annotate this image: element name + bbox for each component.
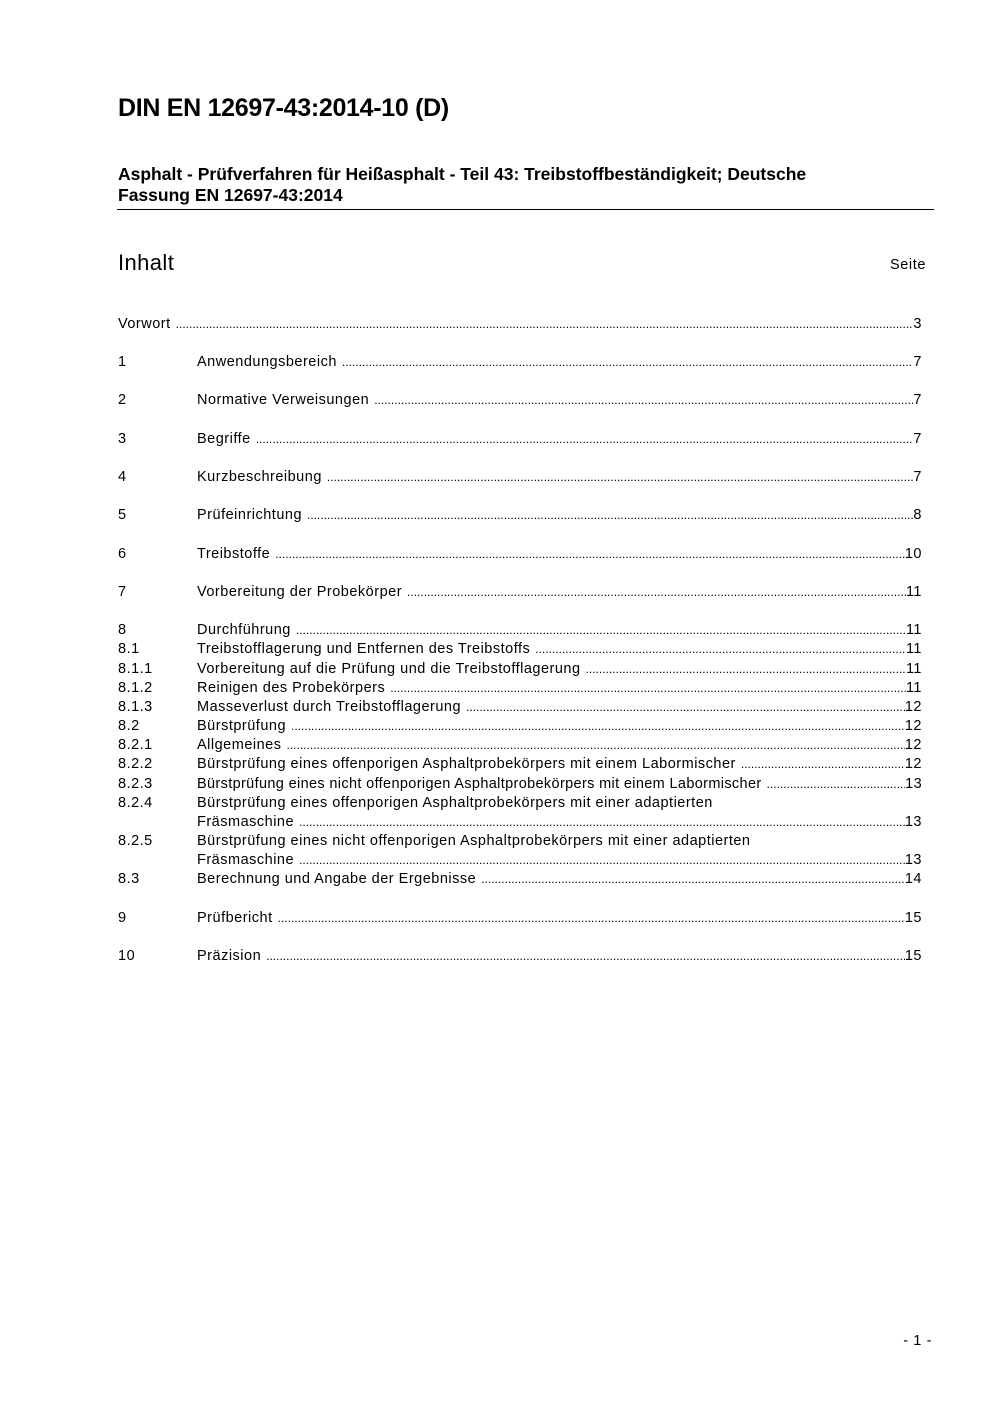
toc-entry-5[interactable]	[118, 506, 922, 525]
dot-leader	[374, 391, 913, 410]
toc-entry-6[interactable]	[118, 545, 922, 564]
toc-entry-number: 8.1.1	[118, 661, 153, 677]
toc-entry-number: 3	[118, 431, 127, 447]
dot-leader	[307, 506, 913, 525]
toc-entry-page: 11	[905, 661, 922, 677]
toc-entry-page: 13	[904, 814, 922, 830]
toc-entry-page: 12	[904, 699, 922, 715]
page-number: - 1 -	[903, 1333, 932, 1349]
toc-entry-number: 9	[118, 910, 127, 926]
toc-entry-title: Allgemeines	[197, 737, 282, 753]
toc-entry-7[interactable]	[118, 583, 922, 602]
dot-leader	[342, 353, 914, 372]
toc-entry-title: Treibstoffe	[197, 546, 271, 562]
dot-leader	[176, 315, 914, 334]
toc-entry-number: 5	[118, 507, 127, 523]
toc-entry-title: Prüfbericht	[197, 910, 273, 926]
toc-entry-title: Masseverlust durch Treibstofflagerung	[197, 699, 462, 715]
toc-entry-8-1-2[interactable]	[118, 679, 922, 698]
toc-entry-title: Vorbereitung der Probekörper	[197, 584, 403, 600]
toc-heading: Inhalt	[118, 250, 175, 275]
toc-entry-number: 8.2	[118, 718, 140, 734]
toc-entry-9[interactable]	[118, 909, 922, 928]
toc-entry-8-2-3[interactable]	[118, 775, 922, 794]
toc-entry-page: 13	[904, 852, 922, 868]
dot-leader	[296, 621, 906, 640]
dot-leader	[266, 947, 905, 966]
toc-entry-number: 8.1.2	[118, 680, 153, 696]
toc-entry-page: 15	[904, 910, 922, 926]
toc-entry-number: 8.1	[118, 641, 140, 657]
toc-entry-number: 10	[118, 948, 136, 964]
dot-leader	[278, 909, 905, 928]
toc-entry-number: 6	[118, 546, 127, 562]
toc-entry-number: 8.2.3	[118, 776, 153, 792]
toc-entry-title: Vorbereitung auf die Prüfung und die Treibstofflagerung	[197, 661, 581, 677]
dot-leader	[586, 660, 906, 679]
toc-entry-page: 11	[905, 641, 922, 657]
toc-entry-title: Kurzbeschreibung	[197, 469, 322, 485]
dot-leader	[466, 698, 905, 717]
toc-entry-title: Bürstprüfung eines nicht offenporigen Asphaltprobekörpers mit einem Labormischer	[197, 776, 762, 792]
toc-page-column-label: Seite	[889, 257, 926, 273]
toc-entry-title-continued: Fräsmaschine	[197, 852, 295, 868]
toc-entry-title: Bürstprüfung eines offenporigen Asphaltprobekörpers mit einer adaptierten	[197, 795, 713, 811]
toc-entry-page: 12	[904, 718, 922, 734]
toc-entry-number: 8.2.4	[118, 795, 153, 811]
dot-leader	[535, 640, 906, 659]
toc-entry-8-2[interactable]	[118, 717, 922, 736]
toc-entry-page: 7	[913, 431, 922, 447]
toc-entry-number: 8.2.2	[118, 756, 153, 772]
toc-entry-8-2-4[interactable]	[118, 794, 922, 832]
toc-entry-number: 8.1.3	[118, 699, 153, 715]
toc-entry-number: 8.3	[118, 871, 140, 887]
dot-leader	[327, 468, 914, 487]
toc-entry-8-2-1[interactable]	[118, 736, 922, 755]
toc-entry-title: Präzision	[197, 948, 262, 964]
toc-entry-title-continued: Fräsmaschine	[197, 814, 295, 830]
dot-leader	[299, 851, 905, 870]
toc-entry-page: 11	[905, 622, 922, 638]
toc-entry-8-1-3[interactable]	[118, 698, 922, 717]
toc-entry-page: 11	[905, 680, 922, 696]
dot-leader	[481, 870, 905, 889]
dot-leader	[287, 736, 905, 755]
toc-entry-number: 8.2.5	[118, 833, 153, 849]
toc-entry-title: Normative Verweisungen	[197, 392, 370, 408]
toc-entry-page: 10	[904, 546, 922, 562]
dot-leader	[741, 755, 905, 774]
toc-entry-page: 8	[913, 507, 922, 523]
toc-entry-title: Begriffe	[197, 431, 251, 447]
toc-entry-title: Prüfeinrichtung	[197, 507, 303, 523]
toc-entry-page: 3	[913, 316, 922, 332]
toc-entry-2[interactable]	[118, 391, 922, 410]
toc-entry-page: 11	[905, 584, 922, 600]
toc-entry-1[interactable]	[118, 353, 922, 372]
toc-entry-number: 8	[118, 622, 127, 638]
document-title: DIN EN 12697-43:2014-10 (D)	[118, 94, 449, 122]
toc-entry-8[interactable]	[118, 621, 922, 640]
table-of-contents	[118, 0, 922, 1403]
toc-entry-title: Vorwort	[118, 316, 171, 332]
toc-entry-8-1-1[interactable]	[118, 660, 922, 679]
toc-entry-page: 7	[913, 354, 922, 370]
dot-leader	[390, 679, 906, 698]
toc-entry-number: 7	[118, 584, 127, 600]
toc-entry-8-1[interactable]	[118, 640, 922, 659]
toc-entry-title: Bürstprüfung eines offenporigen Asphaltprobekörpers mit einem Labormischer	[197, 756, 736, 772]
toc-entry-10[interactable]	[118, 947, 922, 966]
toc-entry-number: 2	[118, 392, 127, 408]
dot-leader	[275, 545, 905, 564]
toc-entry-3[interactable]	[118, 430, 922, 449]
toc-entry-title: Bürstprüfung eines nicht offenporigen Asphaltprobekörpers mit einer adaptierten	[197, 833, 751, 849]
toc-entry-title: Bürstprüfung	[197, 718, 287, 734]
toc-entry-page: 15	[904, 948, 922, 964]
toc-entry-8-3[interactable]	[118, 870, 922, 889]
toc-entry-title: Durchführung	[197, 622, 291, 638]
toc-entry-page: 12	[904, 756, 922, 772]
toc-entry-title: Anwendungsbereich	[197, 354, 337, 370]
toc-entry-title: Berechnung und Angabe der Ergebnisse	[197, 871, 477, 887]
toc-entry-page: 13	[905, 776, 922, 792]
toc-entry-page: 7	[913, 392, 922, 408]
toc-entry-page: 12	[904, 737, 922, 753]
toc-entry-8-2-2[interactable]	[118, 755, 922, 774]
subtitle-line-2: Fassung EN 12697-43:2014	[118, 185, 343, 205]
dot-leader	[291, 717, 905, 736]
toc-entry-title: Reinigen des Probekörpers	[197, 680, 386, 696]
toc-entry-page: 14	[904, 871, 922, 887]
toc-entry-number: 1	[118, 354, 127, 370]
toc-entry-8-2-5[interactable]	[118, 832, 922, 870]
toc-entry-number: 4	[118, 469, 127, 485]
toc-entry-number: 8.2.1	[118, 737, 153, 753]
dot-leader	[767, 775, 906, 794]
toc-entry-title: Treibstofflagerung und Entfernen des Treibstoffs	[197, 641, 531, 657]
toc-entry-vorwort[interactable]	[118, 315, 922, 334]
toc-entry-page: 7	[913, 469, 922, 485]
dot-leader	[407, 583, 906, 602]
toc-entry-4[interactable]	[118, 468, 922, 487]
dot-leader	[256, 430, 914, 449]
subtitle-line-1: Asphalt - Prüfverfahren für Heißasphalt - Teil 43: Treibstoffbeständigkeit; Deutsche	[118, 164, 807, 184]
dot-leader	[299, 813, 905, 832]
